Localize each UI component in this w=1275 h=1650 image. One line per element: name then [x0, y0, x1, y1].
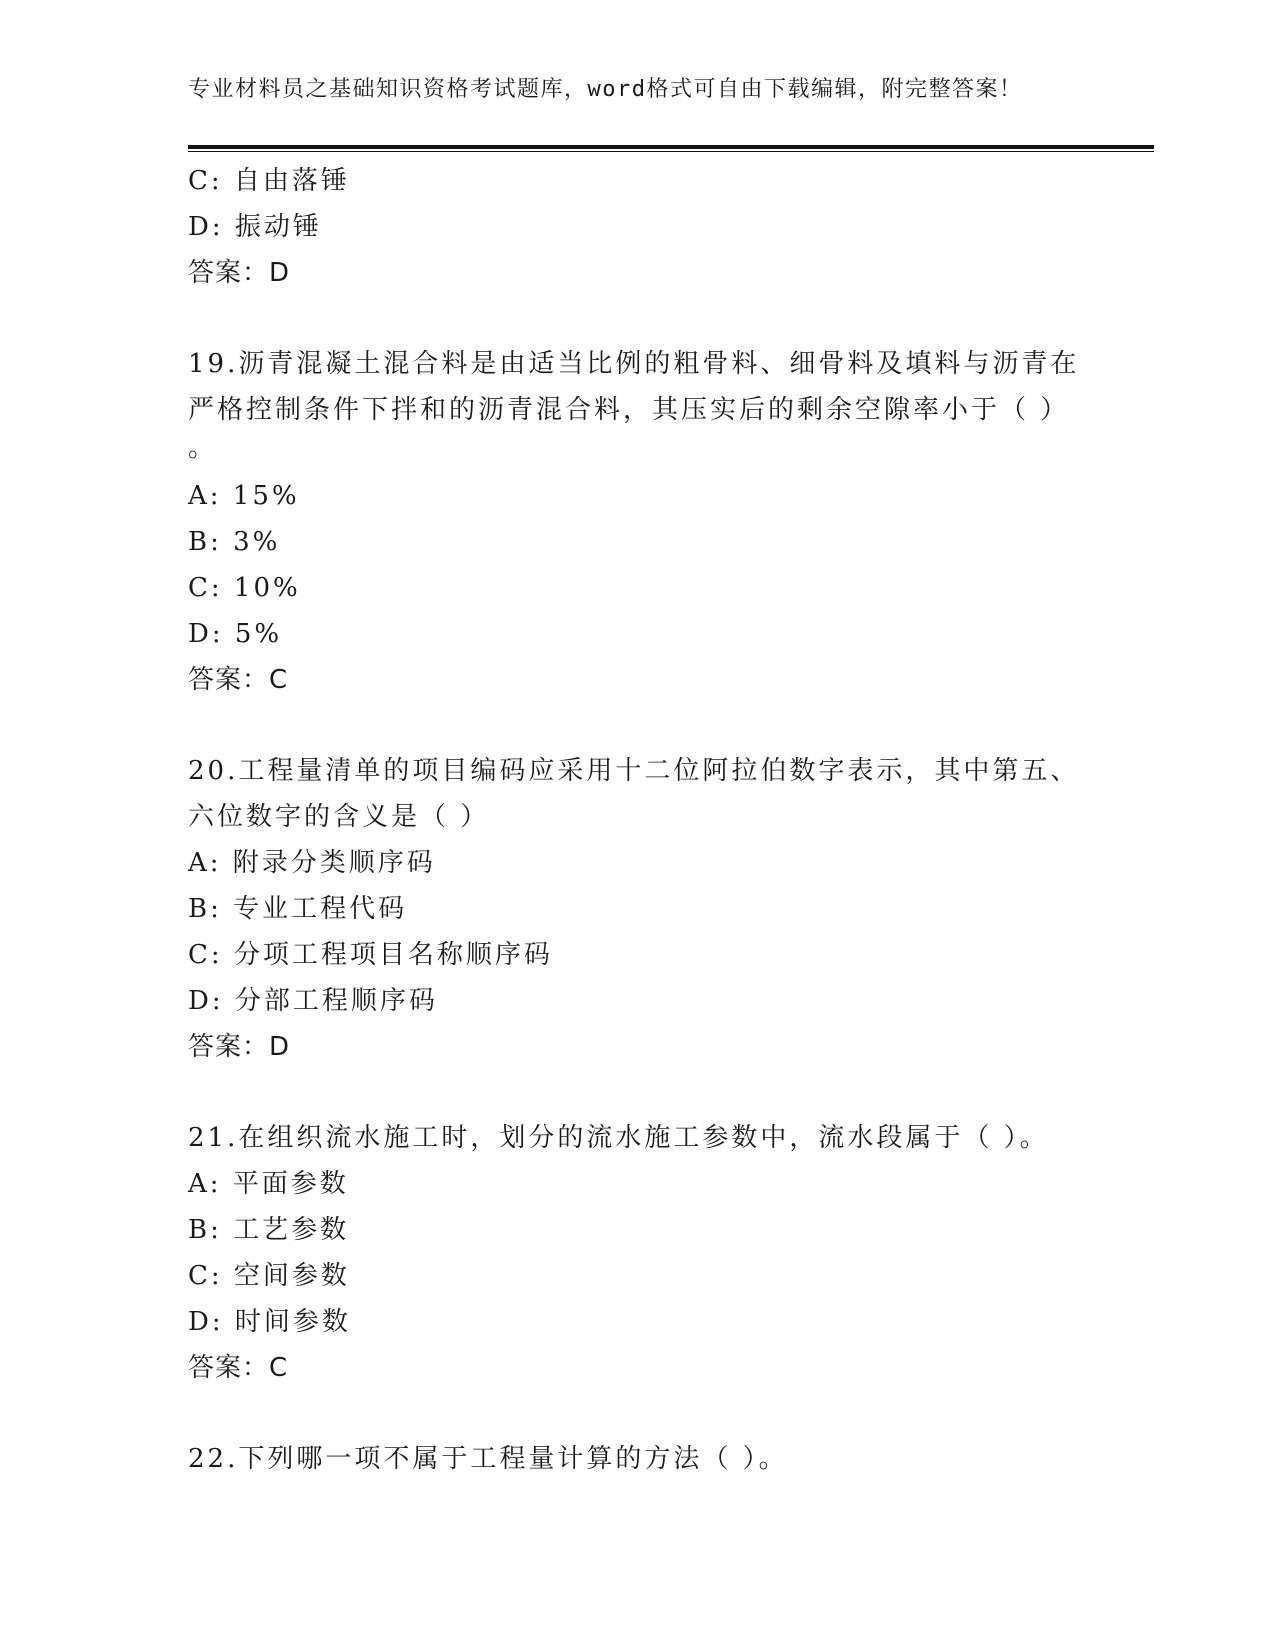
option-a: A: 15% — [188, 481, 300, 511]
question-stem-line: 严格控制条件下拌和的沥青混合料，其压实后的剩余空隙率小于（ ） — [188, 395, 1070, 425]
header-rule-thick — [188, 145, 1154, 149]
option-c: C: 10% — [188, 573, 301, 603]
option-c: C: 分项工程项目名称顺序码 — [188, 940, 553, 970]
option-b: B: 3% — [188, 527, 281, 557]
question-block-18 — [188, 158, 1088, 296]
option-c: C: 自由落锤 — [188, 166, 350, 196]
option-a: A: 附录分类顺序码 — [188, 848, 436, 878]
answer-line: 答案：C — [188, 1353, 289, 1383]
question-block-22 — [188, 1436, 1088, 1482]
option-d: D: 振动锤 — [188, 212, 322, 242]
question-stem-line: 六位数字的含义是（ ） — [188, 802, 490, 832]
option-a: A: 平面参数 — [188, 1169, 349, 1199]
option-b: B: 专业工程代码 — [188, 894, 408, 924]
question-block-19 — [188, 341, 1088, 703]
answer-line: 答案：D — [188, 1032, 291, 1062]
question-stem-line: 19.沥青混凝土混合料是由适当比例的粗骨料、细骨料及填料与沥青在 — [188, 349, 1080, 379]
question-block-20 — [188, 748, 1088, 1070]
page-header: 专业材料员之基础知识资格考试题库，word格式可自由下载编辑，附完整答案！ — [188, 77, 1023, 102]
question-stem-line: 21.在组织流水施工时，划分的流水施工参数中，流水段属于（ ）。 — [188, 1123, 1049, 1153]
option-d: D: 时间参数 — [188, 1307, 351, 1337]
question-block-21 — [188, 1115, 1088, 1391]
option-c: C: 空间参数 — [188, 1261, 350, 1291]
question-stem-line: 。 — [188, 433, 218, 463]
header-rule-thin — [188, 151, 1154, 152]
option-b: B: 工艺参数 — [188, 1215, 350, 1245]
option-d: D: 5% — [188, 619, 283, 649]
question-stem-line: 20.工程量清单的项目编码应采用十二位阿拉伯数字表示，其中第五、 — [188, 756, 1080, 786]
option-d: D: 分部工程顺序码 — [188, 986, 438, 1016]
answer-line: 答案：D — [188, 258, 291, 288]
question-stem-line: 22.下列哪一项不属于工程量计算的方法（ ）。 — [188, 1444, 788, 1474]
question-list — [188, 158, 1088, 1482]
answer-line: 答案：C — [188, 665, 289, 695]
